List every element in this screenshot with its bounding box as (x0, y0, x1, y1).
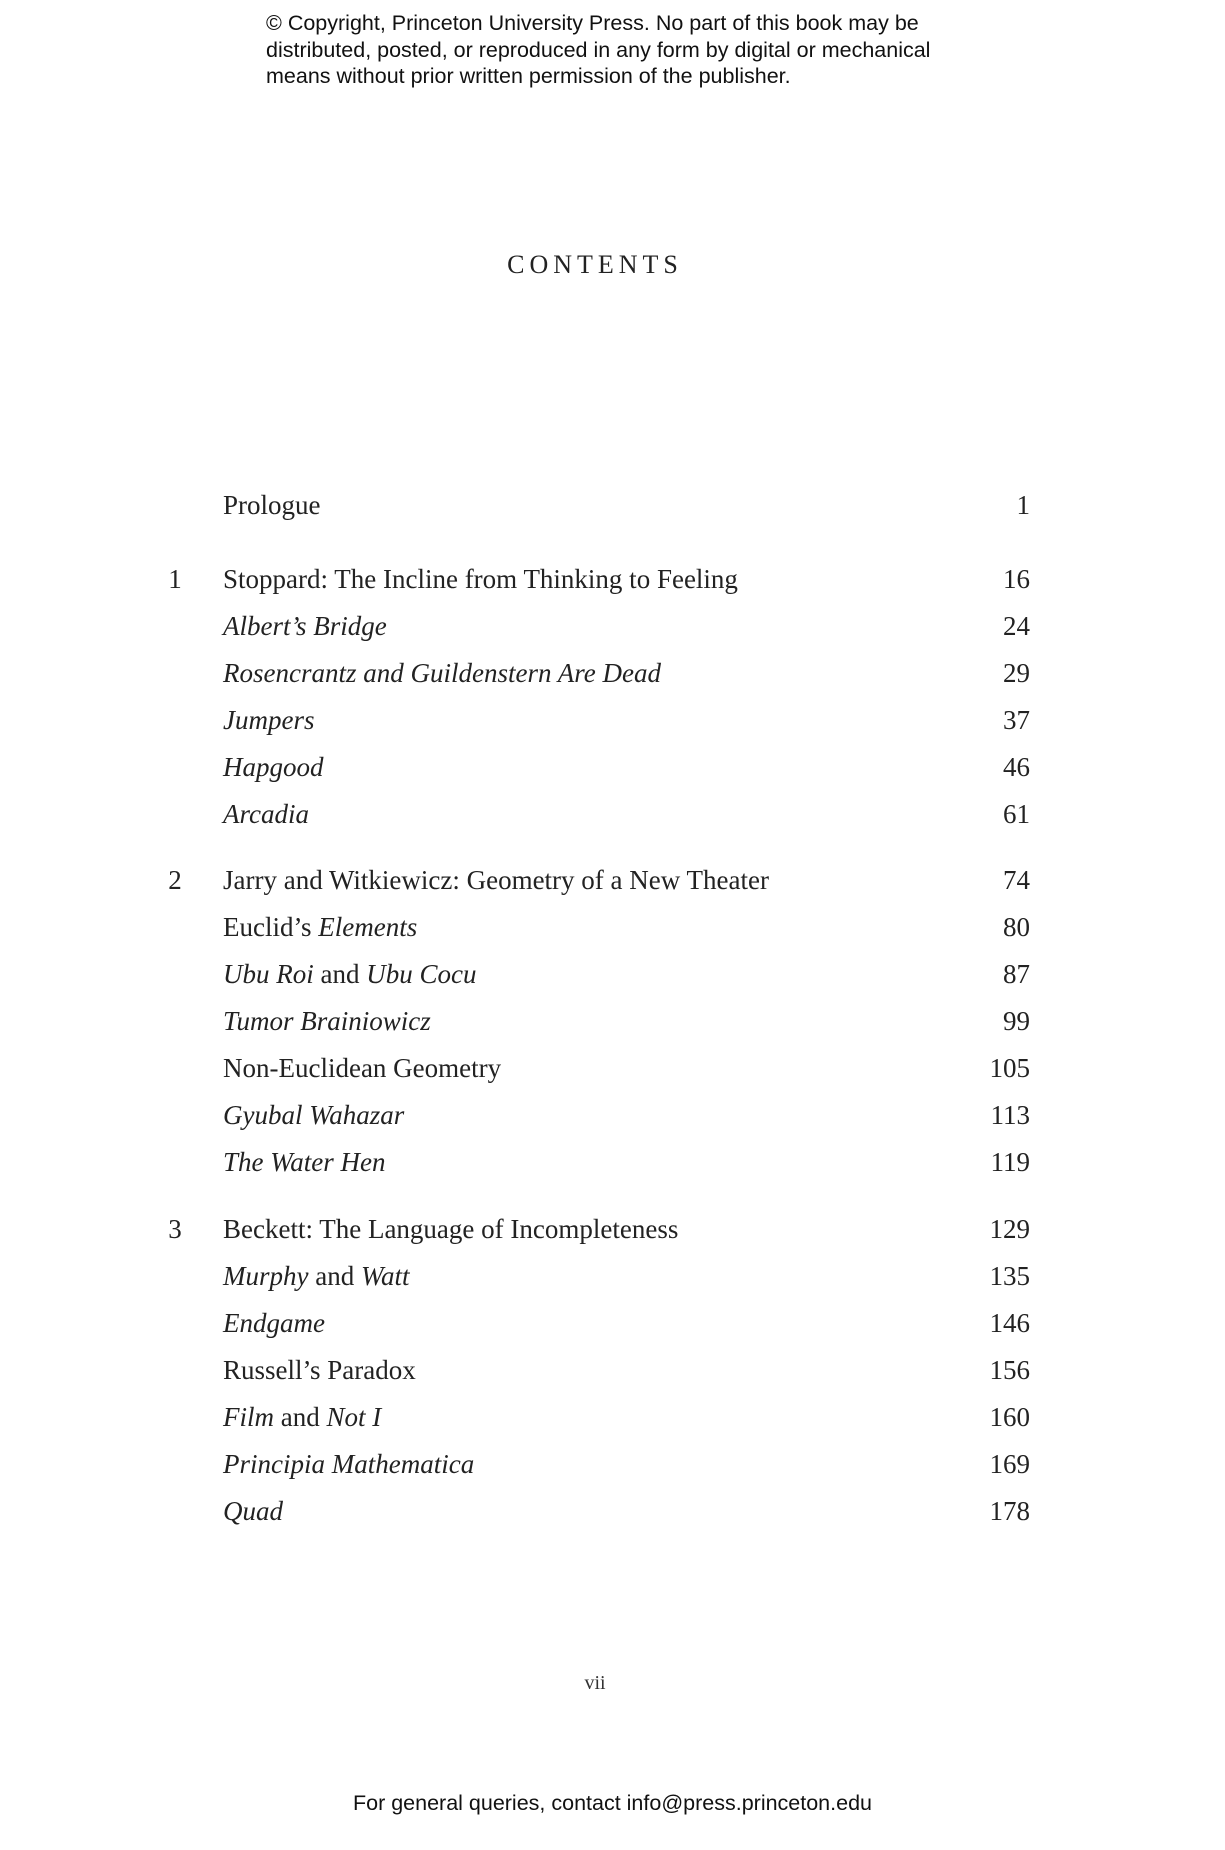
toc-page-number: 135 (989, 1261, 1030, 1291)
section-title: Rosencrantz and Guildenstern Are Dead (223, 658, 661, 688)
toc-section[interactable] (160, 1095, 1030, 1135)
toc-chapter-2[interactable] (160, 860, 1030, 900)
toc-section[interactable] (160, 1303, 1030, 1343)
section-title-part: Ubu Cocu (366, 959, 477, 989)
chapter-number: 3 (168, 1214, 182, 1244)
toc-section[interactable] (160, 1256, 1030, 1296)
toc-page-number: 16 (1003, 564, 1030, 594)
toc-page-number: 37 (1003, 705, 1030, 735)
toc-page-number: 80 (1003, 912, 1030, 942)
page-number: vii (584, 1672, 606, 1694)
toc-chapter-3[interactable] (160, 1209, 1030, 1249)
toc-page-number: 99 (1003, 1006, 1030, 1036)
section-title: Hapgood (223, 752, 324, 782)
toc-section[interactable] (160, 1444, 1030, 1484)
toc-page-number: 156 (989, 1355, 1030, 1385)
section-title: Jumpers (223, 705, 315, 735)
section-title: Russell’s Paradox (223, 1355, 416, 1385)
toc-section[interactable] (160, 1048, 1030, 1088)
chapter-title: Jarry and Witkiewicz: Geometry of a New Theater (223, 865, 769, 895)
toc-page-number: 113 (990, 1100, 1030, 1130)
section-title (223, 907, 417, 947)
toc-section[interactable] (160, 794, 1030, 834)
toc-section[interactable] (160, 1142, 1030, 1182)
section-title-part: Not I (326, 1402, 382, 1432)
section-title-part: Watt (360, 1261, 410, 1291)
toc-section[interactable] (160, 954, 1030, 994)
toc-page-number: 29 (1003, 658, 1030, 688)
section-title-part: and (308, 1261, 361, 1291)
toc-page-number: 119 (990, 1147, 1030, 1177)
toc-page-number: 160 (989, 1402, 1030, 1432)
section-title: Quad (223, 1496, 283, 1526)
toc-section[interactable] (160, 1001, 1030, 1041)
toc-entry-title: Prologue (223, 490, 321, 520)
section-title-part: Ubu Roi (223, 959, 314, 989)
section-title (223, 1397, 381, 1437)
section-title: Non-Euclidean Geometry (223, 1053, 502, 1083)
copyright-line: means without prior written permission of the publisher. (266, 64, 791, 88)
section-title (223, 954, 476, 994)
chapter-title: Beckett: The Language of Incompleteness (223, 1214, 679, 1244)
toc-section[interactable] (160, 1491, 1030, 1531)
toc-page-number: 46 (1003, 752, 1030, 782)
section-title-part: and (313, 959, 367, 989)
toc-page-number: 129 (989, 1214, 1030, 1244)
toc-page-number: 87 (1003, 959, 1030, 989)
section-title: Endgame (223, 1308, 325, 1338)
section-title-part: and (274, 1402, 327, 1432)
chapter-number: 2 (168, 865, 182, 895)
toc-section[interactable] (160, 606, 1030, 646)
toc-section[interactable] (160, 700, 1030, 740)
toc-page-number: 24 (1003, 611, 1030, 641)
section-title: The Water Hen (223, 1147, 386, 1177)
section-title: Tumor Brainiowicz (223, 1006, 431, 1036)
copyright-line: distributed, posted, or reproduced in any form by digital or mechanical (266, 37, 931, 62)
toc-page-number: 146 (989, 1308, 1030, 1338)
chapter-title: Stoppard: The Incline from Thinking to Feeling (223, 564, 738, 594)
toc-section[interactable] (160, 1350, 1030, 1390)
section-title: Arcadia (223, 799, 309, 829)
footer-contact: For general queries, contact info@press.princeton.edu (352, 1791, 872, 1815)
toc-chapter-1[interactable] (160, 559, 1030, 599)
toc-entry-prologue[interactable] (160, 485, 1030, 525)
toc-section[interactable] (160, 1397, 1030, 1437)
toc-page-number: 61 (1003, 799, 1030, 829)
contents-heading: CONTENTS (507, 250, 683, 279)
copyright-line: © Copyright, Princeton University Press. No part of this book may be (266, 11, 919, 35)
chapter-number: 1 (168, 564, 182, 594)
toc-section[interactable] (160, 907, 1030, 947)
copyright-notice (266, 10, 1026, 90)
section-title: Albert’s Bridge (223, 611, 387, 641)
section-title (223, 1256, 409, 1296)
section-title: Gyubal Wahazar (223, 1100, 405, 1130)
section-title-part: Murphy (223, 1261, 309, 1291)
toc-page-number: 169 (989, 1449, 1030, 1479)
toc-page-number: 1 (1016, 490, 1030, 520)
section-title-part: Elements (318, 912, 418, 942)
section-title-part: Film (223, 1402, 274, 1432)
toc-page-number: 178 (989, 1496, 1030, 1526)
toc-page-number: 74 (1003, 865, 1030, 895)
toc-page-number: 105 (989, 1053, 1030, 1083)
toc-section[interactable] (160, 653, 1030, 693)
section-title: Principia Mathematica (223, 1449, 475, 1479)
section-title-part: Euclid’s (223, 912, 319, 942)
toc-section[interactable] (160, 747, 1030, 787)
